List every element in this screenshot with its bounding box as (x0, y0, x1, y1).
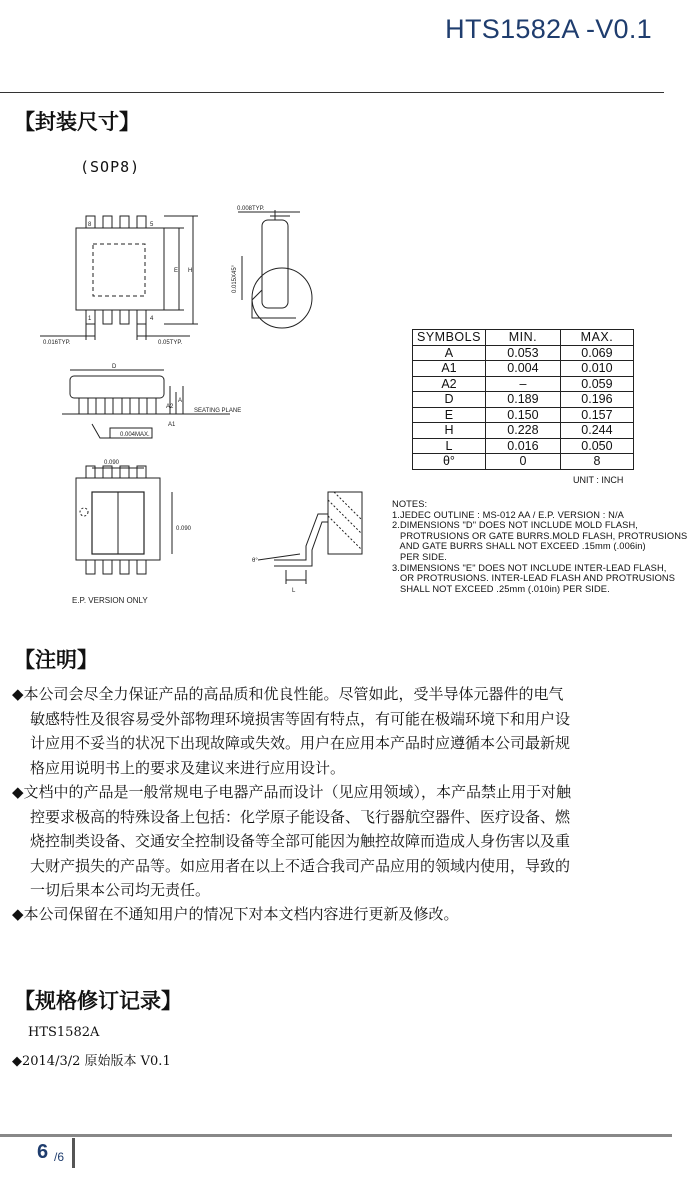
table-cell: 0.016 (485, 438, 560, 454)
top-view-body (76, 228, 164, 310)
label-ep-only: E.P. VERSION ONLY (72, 596, 148, 605)
top-view-pad (93, 244, 145, 296)
paragraph-line: ◆文档中的产品是一般常规电子电器产品而设计（见应用领域），本产品禁止用于对触 (12, 783, 572, 801)
revision-entry: ◆2014/3/2 原始版本 V0.1 (12, 1054, 171, 1069)
paragraph-line: 计应用不妥当的状况下出现故障或失效。用户在应用本产品时应遵循本公司最新规 (30, 734, 571, 752)
notes-block (392, 499, 692, 594)
notes-line: NOTES: (392, 499, 428, 509)
label-theta: θ° (252, 558, 258, 564)
notes-line: AND GATE BURRS SHALL NOT EXCEED .15mm (.006in) (392, 541, 646, 552)
notes-line: OR PROTRUSIONS. INTER-LEAD FLASH AND PROTRUSIONS (392, 573, 676, 584)
table-row (413, 392, 634, 408)
label-pin8: 8 (88, 222, 92, 228)
table-cell: A1 (413, 361, 486, 377)
table-cell: D (413, 392, 486, 408)
table-cell: 0.189 (485, 392, 560, 408)
paragraph-line: 大财产损失的产品等。如应用者在以上不适合我司产品应用的领域内使用，导致的 (30, 856, 571, 875)
label-0008typ: 0.008TYP. (237, 206, 265, 212)
table-cell: A2 (413, 376, 486, 392)
label-pin4: 4 (150, 316, 154, 322)
paragraph-line: ◆本公司会尽全力保证产品的高品质和优良性能。尽管如此，受半导体元器件的电气 (12, 685, 564, 703)
col-symbols: SYMBOLS (413, 330, 486, 346)
side-view-body (262, 220, 288, 308)
table-row (413, 361, 634, 377)
paragraph-line: 一切后果本公司均无责任。 (30, 881, 211, 899)
label-l: L (292, 588, 296, 594)
table-cell: H (413, 423, 486, 439)
table-row (413, 438, 634, 454)
label-seating-plane: SEATING PLANE (194, 408, 242, 414)
notes-line: 3.DIMENSIONS "E" DOES NOT INCLUDE INTER-LEAD FLASH, (392, 562, 667, 573)
table-cell: θ° (413, 454, 486, 470)
label-0016typ: 0.016TYP. (43, 340, 71, 346)
table-row (413, 423, 634, 439)
table-row (413, 345, 634, 361)
label-005typ: 0.05TYP. (158, 340, 183, 346)
paragraph-line: 格应用说明书上的要求及建议来进行应用设计。 (30, 758, 346, 777)
table-row (413, 376, 634, 392)
table-cell: 0.053 (485, 345, 560, 361)
section-title-package: 【封装尺寸】 (14, 110, 140, 134)
label-pin5: 5 (150, 222, 154, 228)
table-cell: 0.059 (560, 376, 633, 392)
label-e: E (174, 268, 179, 274)
revision-model: HTS1582A (28, 1025, 100, 1040)
notes-line: PER SIDE. (392, 551, 447, 562)
label-pin1: 1 (88, 316, 92, 322)
table-cell: 0.010 (560, 361, 633, 377)
col-max: MAX. (560, 330, 633, 346)
paragraph-line: 控要求极高的特殊设备上包括：化学原子能设备、飞行器航空器件、医疗设备、燃 (30, 807, 571, 826)
dimension-table (412, 329, 634, 470)
page-number: 6 (37, 1141, 49, 1163)
label-ep-width: 0.090 (104, 460, 120, 466)
document-title: HTS1582A -V0.1 (445, 14, 652, 44)
table-cell: 0.244 (560, 423, 633, 439)
table-cell: 0.150 (485, 407, 560, 423)
table-cell: 0.050 (560, 438, 633, 454)
label-ep-height: 0.090 (176, 526, 192, 532)
label-d: D (112, 364, 117, 370)
label-a1: A1 (168, 422, 176, 428)
table-header-row (413, 330, 634, 346)
notes-line: SHALL NOT EXCEED .25mm (.010in) PER SIDE. (392, 583, 610, 594)
page-total: /6 (54, 1150, 65, 1164)
label-chamfer: 0.015X45° (232, 264, 238, 293)
footer-divider (0, 1134, 672, 1137)
table-cell: 0.069 (560, 345, 633, 361)
table-cell: A (413, 345, 486, 361)
notice-paragraph-3 (12, 902, 662, 927)
table-cell: E (413, 407, 486, 423)
paragraph-line: ◆本公司保留在不通知用户的情况下对本文档内容进行更新及修改。 (12, 905, 459, 923)
col-min: MIN. (485, 330, 560, 346)
footer-bar (72, 1138, 75, 1168)
label-a2: A2 (166, 404, 174, 410)
label-h: H (188, 268, 193, 274)
label-a: A (178, 398, 183, 404)
table-cell: L (413, 438, 486, 454)
section-title-notice: 【注明】 (14, 648, 98, 672)
table-cell: – (485, 376, 560, 392)
paragraph-line: 烧控制类设备、交通安全控制设备等全部可能因为触控故障而造成人身伤害以及重 (30, 832, 571, 850)
notice-paragraph-2 (12, 780, 662, 903)
table-cell: 0.196 (560, 392, 633, 408)
table-row (413, 454, 634, 470)
table-cell: 0.157 (560, 407, 633, 423)
unit-label: UNIT : INCH (573, 475, 624, 485)
label-flatness: 0.004MAX. (120, 432, 150, 438)
header-divider (0, 92, 664, 93)
front-view-body (70, 376, 164, 398)
section-title-revision: 【规格修订记录】 (14, 989, 182, 1013)
notes-line: PROTRUSIONS OR GATE BURRS.MOLD FLASH, PROTRUSIONS (392, 530, 688, 541)
paragraph-line: 敏感特性及很容易受外部物理环境损害等固有特点，有可能在极端环境下和用户设 (30, 709, 571, 728)
notice-paragraph-1 (12, 682, 662, 780)
table-cell: 8 (560, 454, 633, 470)
table-cell: 0.004 (485, 361, 560, 377)
table-row (413, 407, 634, 423)
notes-line: 1.JEDEC OUTLINE : MS-012 AA / E.P. VERSION : N/A (392, 509, 624, 520)
table-cell: 0.228 (485, 423, 560, 439)
package-name: (SOP8) (80, 158, 141, 176)
notes-line: 2.DIMENSIONS "D" DOES NOT INCLUDE MOLD FLASH, (392, 520, 638, 531)
table-cell: 0 (485, 454, 560, 470)
